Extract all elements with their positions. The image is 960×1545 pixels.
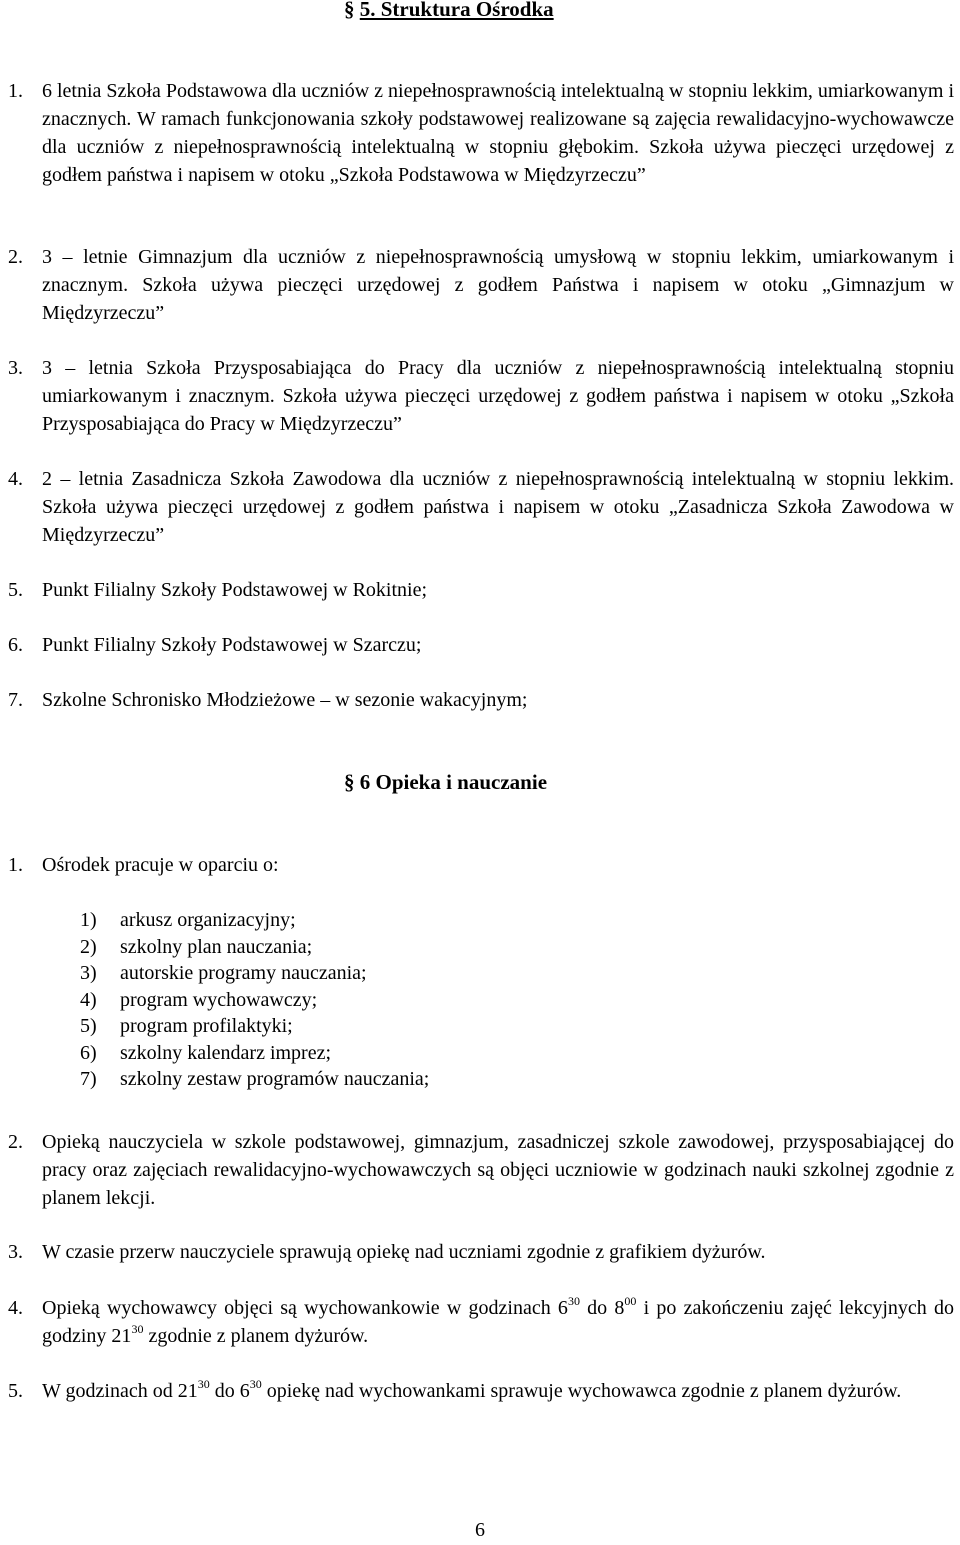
item-number: 1. [8,854,23,876]
item-text-part: zgodnie z planem dyżurów. [143,1325,369,1347]
item-text [42,1294,954,1350]
section-6-heading [344,770,547,794]
item-number: 2. [8,1131,23,1153]
item-text-part: do 8 [579,1297,625,1319]
sub-list-item [80,934,429,961]
sub-item-number: 7) [80,1068,97,1090]
item-text: Punkt Filialny Szkoły Podstawowej w Rokitnie; [42,579,428,601]
item-number: 3. [8,1241,23,1263]
sub-item-number: 3) [80,962,97,984]
item-text: Szkolne Schronisko Młodzieżowe – w sezonie wakacyjnym; [42,689,528,711]
item-text: 3 – letnia Szkoła Przysposabiająca do Pracy dla uczniów z niepełnosprawnością intelektualną stopniu umiarkowanym i znacznym. Szkoła używa pieczęci urzędowej z godłem państwa i napisem w otoku „Szkoła Przysposabiająca do Pracy w Międzyrzeczu” [42,357,954,435]
item-number: 3. [8,357,23,379]
item-text: Punkt Filialny Szkoły Podstawowej w Szarczu; [42,634,422,656]
list-item [8,631,954,659]
item-text-part: do 6 [209,1380,250,1402]
item-text-part: opiekę nad wychowankami sprawuje wychowawca zgodnie z planem dyżurów. [261,1380,902,1402]
sub-list-item [80,1040,429,1067]
list-item [8,77,954,189]
sub-item-number: 6) [80,1041,97,1064]
list-item [8,1294,954,1350]
list-item [8,686,954,714]
sub-item-text: szkolny plan nauczania; [120,935,313,958]
sub-list [80,907,429,1093]
item-text: 3 – letnie Gimnazjum dla uczniów z niepełnosprawnością umysłową w stopniu lekkim, umiarkowanym i znacznym. Szkoła używa pieczęci urzędowej z godłem Państwa i napisem w otoku „Gimnazjum w Międzyrzeczu” [42,246,954,324]
list-item [8,1238,954,1266]
item-text-part: i po zakończeniu zajęć lekcyjnych do godziny 21 [42,1297,955,1347]
item-text: Opieką nauczyciela w szkole podstawowej, gimnazjum, zasadniczej szkole zawodowej, przysposabiającej do pracy oraz zajęciach rewalidacyjno-wychowawczych są objęci uczniowie w godzinach nauki szkolnej zgodnie z planem lekcji. [42,1131,954,1209]
time-superscript: 00 [624,1294,637,1308]
sub-item-text: program profilaktyki; [120,1015,293,1037]
sub-list-item [80,987,429,1014]
list-item [8,576,954,604]
list-item [8,243,954,327]
sub-item-text: autorskie programy nauczania; [120,962,367,984]
sub-item-text: arkusz organizacyjny; [120,909,296,931]
item-text: Ośrodek pracuje w oparciu o: [42,854,279,876]
item-number: 1. [8,80,23,102]
item-number: 7. [8,689,23,711]
time-superscript: 30 [249,1377,262,1391]
sub-list-item [80,1066,429,1093]
item-number: 4. [8,468,23,490]
list-item [8,851,954,879]
sub-item-number: 2) [80,935,97,958]
sub-list-item [80,960,429,987]
list-item [8,354,954,438]
item-text: 6 letnia Szkoła Podstawowa dla uczniów z niepełnosprawnością intelektualną w stopniu lekkim, umiarkowanym i znacznych. W ramach funkcjonowania szkoły podstawowej realizowane są zajęcia rewalidacyjno-wychowawcze dla uczniów z niepełnosprawnością intelektualną w stopniu głębokim. Szkoła używa pieczęci urzędowej z godłem państwa i napisem w otoku „Szkoła Podstawowa w Międzyrzeczu” [42,80,955,186]
item-text [42,1377,954,1405]
section-symbol: § [344,770,355,794]
sub-list-item [80,907,429,934]
item-number: 5. [8,579,23,601]
time-superscript: 30 [131,1322,144,1336]
time-superscript: 30 [197,1377,210,1391]
item-number: 4. [8,1297,23,1319]
sub-item-text: szkolny zestaw programów nauczania; [120,1068,430,1090]
time-superscript: 30 [567,1294,580,1308]
sub-item-text: program wychowawczy; [120,988,318,1011]
item-text: 2 – letnia Zasadnicza Szkoła Zawodowa dla uczniów z niepełnosprawnością intelektualną w stopniu lekkim. Szkoła używa pieczęci urzędowej z godłem państwa i napisem w otoku „Zasadnicza Szkoła Zawodowa w Międzyrzeczu” [42,468,954,546]
item-number: 6. [8,634,23,656]
section-5-heading [344,0,554,21]
list-item [8,1128,954,1212]
list-item [8,1377,954,1405]
item-text-part: W godzinach od 21 [42,1380,198,1402]
section-5-title: 5. Struktura Ośrodka [359,0,554,21]
page-number: 6 [475,1519,485,1541]
list-item [8,465,954,549]
sub-item-number: 1) [80,909,97,931]
sub-item-text: szkolny kalendarz imprez; [120,1041,332,1064]
item-number: 5. [8,1380,23,1402]
item-text-part: Opieką wychowawcy objęci są wychowankowie w godzinach 6 [42,1297,568,1319]
item-text: W czasie przerw nauczyciele sprawują opiekę nad uczniami zgodnie z grafikiem dyżurów. [42,1241,766,1263]
section-symbol: § [344,0,355,21]
section-6-title: 6 Opieka i nauczanie [359,770,548,794]
item-number: 2. [8,246,23,268]
sub-list-item [80,1013,429,1040]
sub-item-number: 5) [80,1015,97,1037]
sub-item-number: 4) [80,988,97,1011]
